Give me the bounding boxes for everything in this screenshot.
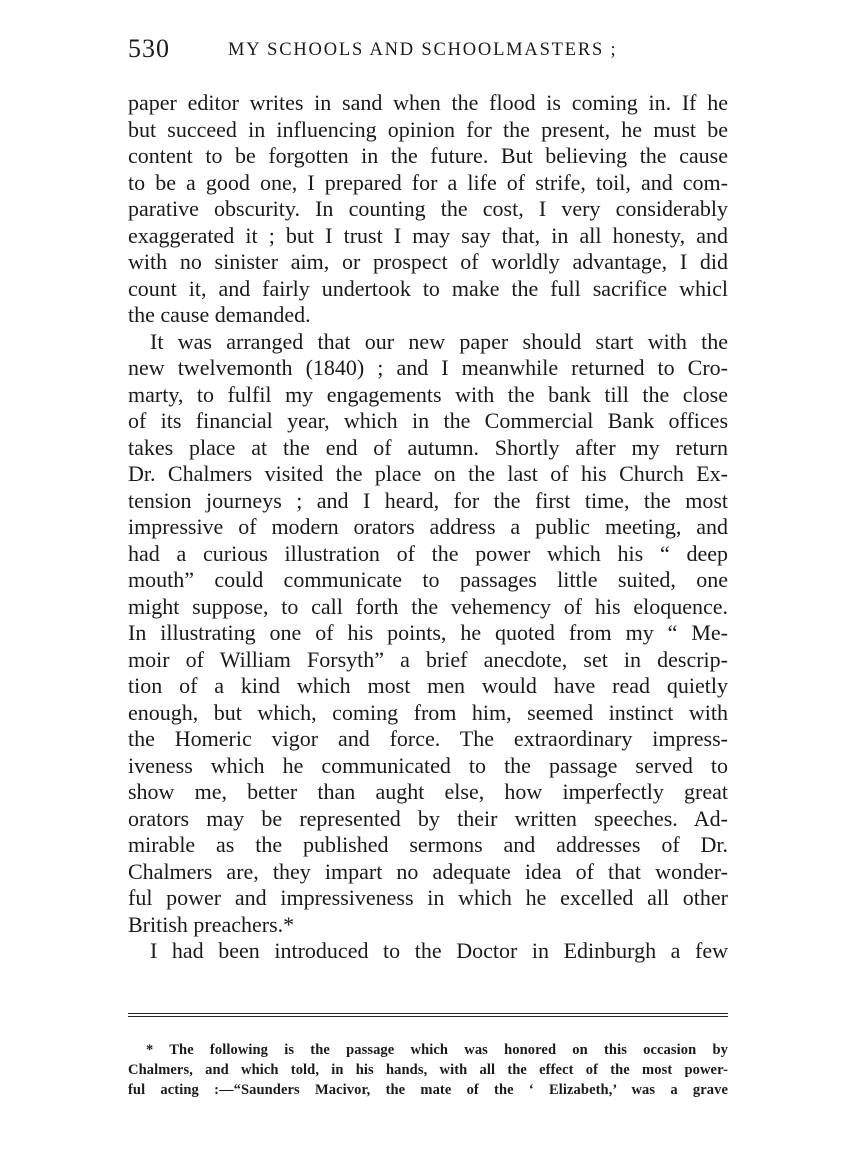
text-line: count it, and fairly undertook to make the full sacrifice whicl [128,275,728,301]
body-text [128,90,728,965]
text-line: parative obscurity. In counting the cost, I very considerably [128,196,728,221]
running-head: MY SCHOOLS AND SCHOOLMASTERS ; [228,40,618,60]
text-line: with no sinister aim, or prospect of worldly advantage, I did [128,249,728,274]
text-line: impressive of modern orators address a public meeting, and [128,514,728,539]
text-line: exaggerated it ; but I trust I may say that, in all honesty, and [128,222,728,248]
text-line: paper editor writes in sand when the flood is coming in. If he [128,90,728,115]
text-line: mouth” could communicate to passages little suited, one [128,567,728,592]
text-line: mirable as the published sermons and addresses of Dr. [128,832,728,857]
text-line: tension journeys ; and I heard, for the first time, the most [128,487,728,513]
divider-line [128,1013,728,1014]
text-line: Chalmers are, they impart no adequate idea of that wonder- [128,858,728,884]
text-line: iveness which he communicated to the passage served to [128,752,728,778]
divider-line [128,1016,728,1017]
text-line: It was arranged that our new paper should start with the [150,328,728,354]
text-line: show me, better than aught else, how imperfectly great [128,779,728,804]
footnote-line: * The following is the passage which was honored on this occasion by [146,1042,728,1058]
text-line: had a curious illustration of the power which his “ deep [128,540,728,566]
text-line: to be a good one, I prepared for a life of strife, toil, and com- [128,169,728,195]
text-line: marty, to fulfil my engagements with the bank till the close [128,381,728,407]
text-line: In illustrating one of his points, he quoted from my “ Me- [128,620,728,645]
text-line: tion of a kind which most men would have read quietly [128,673,728,698]
footnote-divider [128,1013,728,1017]
text-line: content to be forgotten in the future. But believing the cause [128,143,728,168]
text-line: new twelvemonth (1840) ; and I meanwhile returned to Cro- [128,355,728,380]
text-line: orators may be represented by their written speeches. Ad- [128,805,728,831]
page-header [128,34,728,70]
text-line: I had been introduced to the Doctor in Edinburgh a few [150,938,728,963]
text-line: Dr. Chalmers visited the place on the last of his Church Ex- [128,461,728,486]
text-line: ful power and impressiveness in which he excelled all other [128,885,728,910]
text-line: enough, but which, coming from him, seemed instinct with [128,699,728,725]
footnote [128,1040,728,1100]
text-line: moir of William Forsyth” a brief anecdote, set in descrip- [128,646,728,672]
text-line: takes place at the end of autumn. Shortly after my return [128,434,728,460]
page-number: 530 [128,34,170,63]
footnote-line: ful acting :—“Saunders Macivor, the mate of the ‘ Elizabeth,’ was a grave [128,1082,728,1098]
text-line: the Homeric vigor and force. The extraordinary impress- [128,726,728,751]
text-line: the cause demanded. [128,302,311,327]
text-line: but succeed in influencing opinion for the present, he must be [128,116,728,142]
text-line: might suppose, to call forth the vehemency of his eloquence. [128,593,728,619]
text-line: British preachers.* [128,911,295,937]
footnote-line: Chalmers, and which told, in his hands, with all the effect of the most power- [128,1062,728,1078]
text-line: of its financial year, which in the Commercial Bank offices [128,408,728,433]
